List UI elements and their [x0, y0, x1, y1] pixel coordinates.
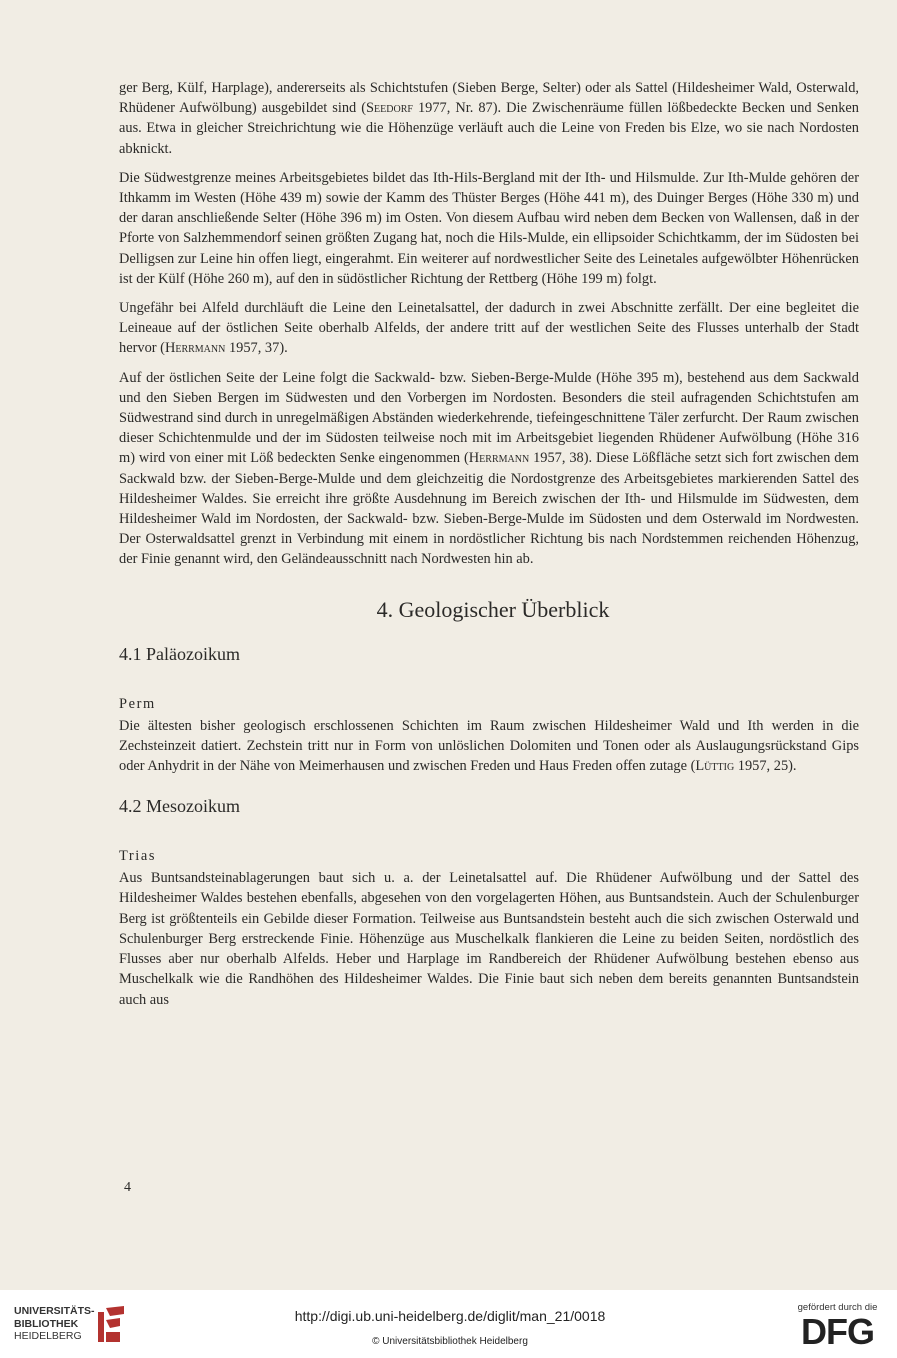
library-name-line: HEIDELBERG — [14, 1330, 82, 1342]
library-logo[interactable] — [14, 1302, 154, 1350]
page-number: 4 — [124, 1180, 131, 1195]
paragraph: Aus Buntsandsteinablagerungen baut sich u. a. der Leinetalsattel auf. Die Rhüdener Aufwölbung und der Sattel des Hildesheimer Waldes bestehen ebenfalls, abgesehen von den vorgelagerten Höhen, aus Buntsandstein. Auch der Schulenburger Berg ist größtenteils ein Gebilde dieser Formation. Teilweise aus Buntsandstein besteht auch die sich zwischen Osterwald und Schulenburger Berg erstreckende Finie. Höhenzüge aus Muschelkalk flankieren die Leine zu beiden Seiten, nordöstlich des Flusses aber nur oberhalb Alfelds. Heber und Harplage im Randbereich der Rhüdener Aufwölbung bestehen ebenso aus Muschelkalk wie die Randhöhen des Hildesheimer Waldes. Die Finie baut sich neben dem bereits genannten Buntsandstein auch aus — [119, 870, 859, 1008]
copyright-notice: © Universitätsbibliothek Heidelberg — [372, 1336, 528, 1347]
citation-author: Lüttig — [695, 758, 735, 775]
citation-author: Seedorf — [366, 100, 413, 117]
subsection-heading: Perm — [119, 695, 156, 712]
subsection-heading: Trias — [119, 848, 157, 865]
section-heading: 4.2 Mesozoikum — [119, 796, 240, 817]
body-text — [119, 78, 859, 1019]
citation-author: Herrmann — [468, 450, 530, 467]
paragraph: Auf der östlichen Seite der Leine folgt die Sackwald- bzw. Sieben-Berge-Mulde (Höhe 395 m), bestehend aus dem Sackwald und den Sieben Bergen im Südwesten und den Vorbergen im Nordosten. Besonders die steil aufragenden Schichtstufen am Südwestrand sind durch in unregelmäßigen Abständen wiederkehrende, tiefeingeschnittene Täler zerfurcht. Der Raum zwischen dieser Schichtenmulde und der im Südosten teilweise noch mit im Arbeitsgebiet liegenden Rhüdener Aufwölbung (Höhe 316 m) wird von einer mit Löß bedeckten Senke eingenommen (Herrmann 1957, 38). Diese Lößfläche setzt sich fort zwischen dem Sackwald bzw. der Sieben-Berge-Mulde und dem gleichzeitig die Nordostgrenze des Arbeitsgebietes markierenden Sattel des Hildesheimer Waldes. Sie erreicht ihre größte Ausdehnung im Bereich zwischen der Ith- und Hilsmulde im Südwesten, dem Hildesheimer Wald im Nordosten, der Sackwald- bzw. Sieben-Berge-Mulde im Südosten und dem Osterwald im Nordwesten. Der Osterwaldsattel grenzt in Verbindung mit einem in nordöstlicher Richtung bis nach Nordstemmen reichenden Höhenzug, der Finie genannt wird, den Geländeausschnitt nach Nordwesten hin ab. — [119, 369, 859, 568]
funder-name: DFG — [801, 1311, 874, 1352]
document-url-link[interactable]: http://digi.ub.uni-heidelberg.de/diglit/man_21/0018 — [294, 1308, 606, 1324]
library-emblem-icon — [94, 1304, 128, 1348]
section-heading: 4.1 Paläozoikum — [119, 643, 240, 664]
library-name-line: BIBLIOTHEK — [14, 1317, 79, 1330]
library-name-line: UNIVERSITÄTS- — [14, 1305, 95, 1317]
paragraph: Die Südwestgrenze meines Arbeitsgebietes bildet das Ith-Hils-Bergland mit der Ith- und Hilsmulde. Zur Ith-Mulde gehören der Ithkamm im Westen (Höhe 439 m) sowie der Kamm des Thüster Berges (Höhe 441 m), des Duinger Berges (Höhe 330 m) und der daran anschließende Selter (Höhe 396 m) im Osten. Von diesem Aufbau wird neben dem Becken von Wallensen, daß in der Pforte von Salzhemmendorf seinen größten Zugang hat, noch die Hils-Mulde, ein ellipsoider Schichtkamm, der im Südosten bei Delligsen zur Leine hin offen liegt, eingerahmt. Ein weiterer auf nordwestlicher Seite des Leinetales aufgewölbter Höhenrücken ist der Külf (Höhe 260 m), auf den in südöstlicher Richtung der Rettberg (Höhe 199 m) folgt. — [119, 169, 859, 287]
citation-author: Herrmann — [164, 340, 226, 357]
funder-logo[interactable] — [790, 1302, 885, 1351]
paragraph: Ungefähr bei Alfeld durchläuft die Leine den Leinetalsattel, der dadurch in zwei Abschnitte zerfällt. Der eine begleitet die Leineaue auf der östlichen Seite oberhalb Alfelds, der andere tritt auf der westlichen Seite des Flusses unterhalb der Stadt hervor (Herrmann 1957, 37). — [119, 300, 859, 357]
paragraph: Die ältesten bisher geologisch erschlossenen Schichten im Raum zwischen Hildesheimer Wald und Ith werden in die Zechsteinzeit datiert. Zechstein tritt nur in Form von unlöslichen Dolomiten und Tonen oder als Auslaugungsrückstand Gips oder Anhydrit in der Nähe von Meimerhausen und zwischen Freden und Haus Freden offen zutage (Lüttig 1957, 25). — [119, 717, 859, 775]
funder-label: gefördert durch die — [797, 1302, 878, 1313]
chapter-heading: 4. Geologischer Überblick — [376, 596, 610, 622]
viewer-footer — [0, 1290, 897, 1358]
paragraph: ger Berg, Külf, Harplage), andererseits als Schichtstufen (Sieben Berge, Selter) oder als Sattel (Hildesheimer Wald, Osterwald, Rhüdener Aufwölbung) ausgebildet sind (Seedorf 1977, Nr. 87). Die Zwischenräume füllen lößbedeckte Becken und Senken aus. Etwa in gleicher Streichrichtung wie die Höhenzüge verläuft auch die Leine von Freden bis Elze, wo sie nach Nordosten abknickt. — [119, 80, 859, 157]
